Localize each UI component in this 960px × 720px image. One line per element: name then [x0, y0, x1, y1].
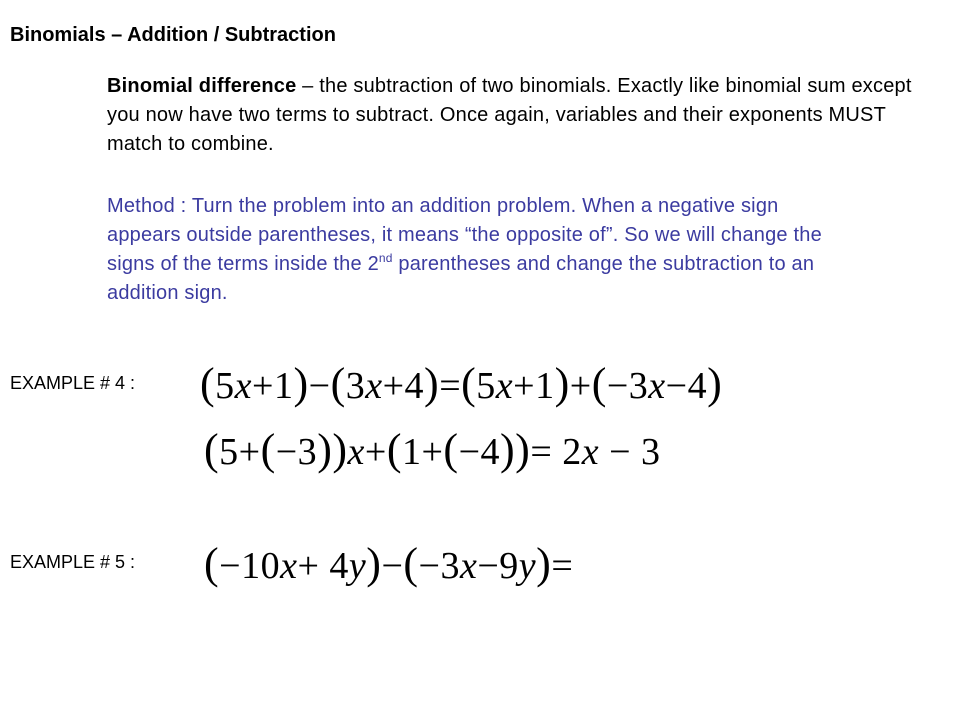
math-term: −4 [665, 365, 708, 407]
math-parenthesis: ) [332, 425, 348, 474]
example-4-label: EXAMPLE # 4 : [10, 373, 136, 393]
math-term: + [569, 365, 592, 407]
definition-term: Binomial difference [107, 75, 297, 97]
math-parenthesis: ) [554, 359, 570, 408]
math-term: 5+ [219, 431, 261, 473]
math-term: − [381, 545, 404, 587]
example-4-equation-line2 [204, 424, 661, 475]
math-term: −3 [418, 545, 460, 587]
method-text-2: parentheses and change the subtraction to an addition sign. [107, 253, 815, 304]
math-parenthesis: ( [204, 539, 220, 588]
math-term: = 2 [530, 431, 582, 473]
math-parenthesis: ) [424, 359, 440, 408]
math-variable: x [648, 365, 666, 407]
math-parenthesis: ( [200, 359, 216, 408]
method-superscript: nd [378, 251, 393, 265]
math-variable: y [348, 545, 367, 587]
definition-text: – the subtraction of two binomials. Exactly like binomial sum except you now have two terms to subtract. Once again, variables and their exponents MUST match to combine. [107, 75, 912, 155]
math-term: −3 [606, 365, 649, 407]
method-paragraph [107, 192, 827, 308]
math-parenthesis: ) [515, 425, 531, 474]
math-parenthesis: ) [317, 425, 333, 474]
math-parenthesis: ) [293, 359, 309, 408]
math-term: −10 [219, 545, 281, 587]
math-term: = [439, 365, 462, 407]
example-5-label: EXAMPLE # 5 : [10, 552, 136, 572]
math-term: + 4 [297, 545, 349, 587]
math-term: −3 [275, 431, 318, 473]
math-term: −9 [477, 545, 519, 587]
math-variable: x [280, 545, 298, 587]
math-parenthesis: ) [707, 359, 723, 408]
math-term: −4 [458, 431, 500, 473]
math-variable: x [581, 431, 600, 473]
math-term: 3 [345, 365, 366, 407]
math-term: = [551, 545, 574, 587]
math-parenthesis: ( [591, 359, 607, 408]
math-variable: y [518, 545, 537, 587]
definition-paragraph [107, 72, 917, 159]
math-parenthesis: ( [260, 425, 276, 474]
math-parenthesis: ( [443, 425, 459, 474]
math-variable: x [365, 365, 383, 407]
math-parenthesis: ) [536, 539, 552, 588]
math-parenthesis: ( [330, 359, 346, 408]
math-term: + [364, 431, 387, 473]
math-term: − [308, 365, 331, 407]
page-title: Binomials – Addition / Subtraction [10, 24, 336, 46]
math-parenthesis: ( [204, 425, 220, 474]
math-term: 5 [476, 365, 496, 407]
math-variable: x [495, 365, 514, 407]
math-parenthesis: ) [500, 425, 516, 474]
example-4-equation-line1 [200, 358, 722, 409]
math-parenthesis: ( [461, 359, 477, 408]
math-variable: x [459, 545, 478, 587]
math-parenthesis: ) [366, 539, 382, 588]
math-term: − 3 [599, 431, 661, 473]
math-variable: x [234, 365, 253, 407]
math-term: +4 [382, 365, 425, 407]
math-parenthesis: ( [386, 425, 402, 474]
example-5-equation [204, 538, 573, 589]
math-term: 1+ [401, 431, 444, 473]
math-parenthesis: ( [403, 539, 419, 588]
math-variable: x [347, 431, 365, 473]
math-term: +1 [252, 365, 294, 407]
math-term: 5 [215, 365, 235, 407]
math-term: +1 [513, 365, 555, 407]
method-text-1: Method : Turn the problem into an addition problem. When a negative sign appears outside parentheses, it means “the opposite of”. So we will change the signs of the terms inside the 2 [107, 195, 822, 275]
